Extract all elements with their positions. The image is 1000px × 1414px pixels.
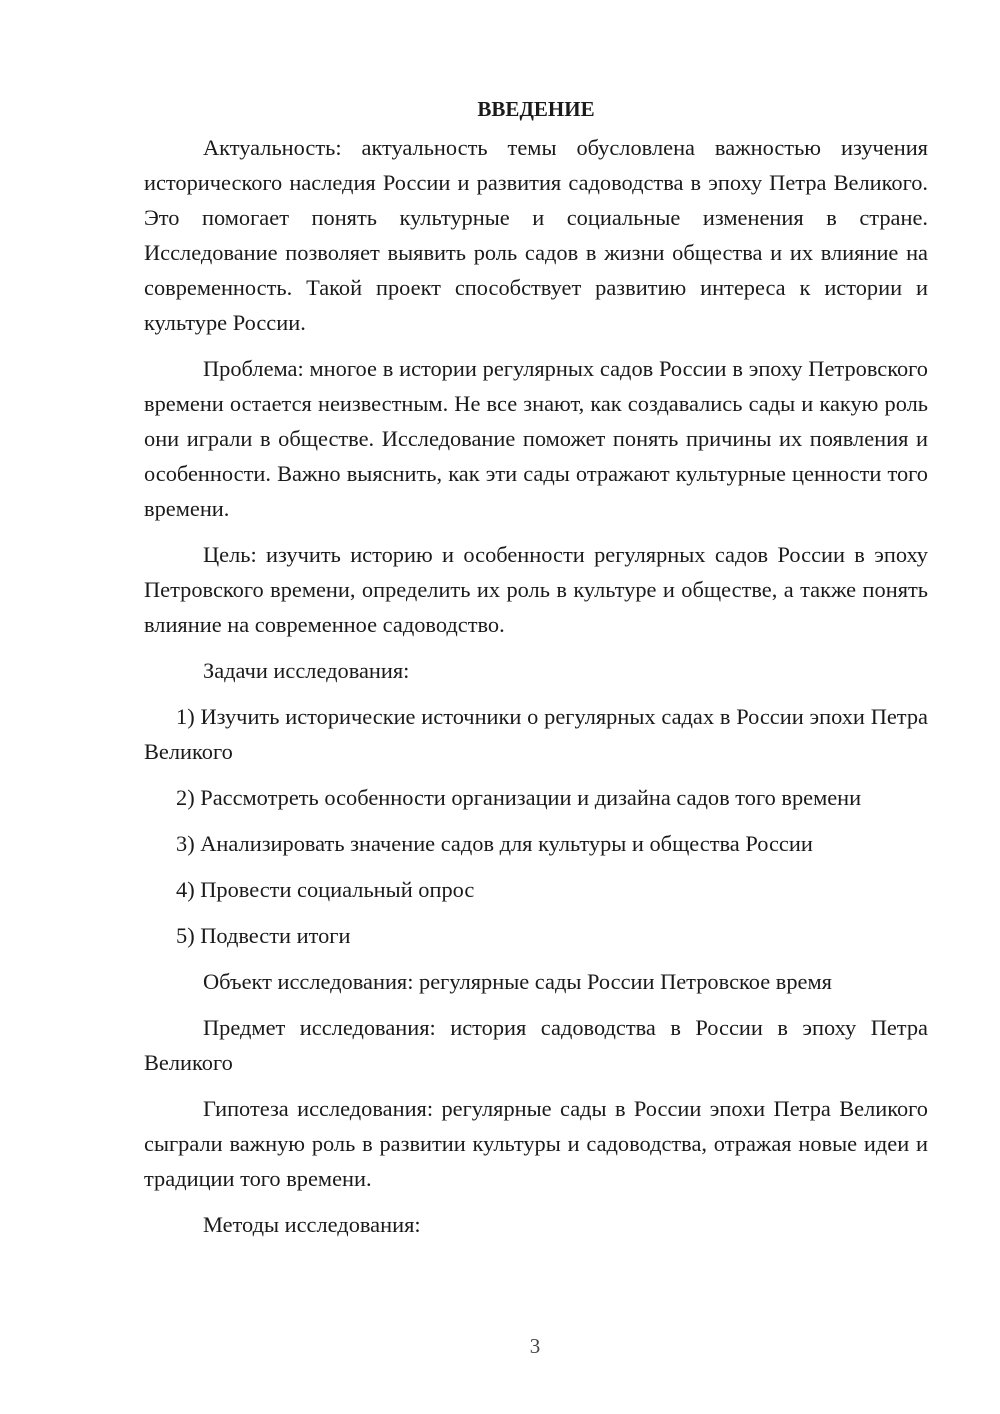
task-item-1: 1) Изучить исторические источники о регулярных садах в России эпохи Петра Великого bbox=[144, 704, 928, 764]
task-item-4: 4) Провести социальный опрос bbox=[176, 877, 475, 902]
page-number: 3 bbox=[529, 1334, 541, 1358]
page-title: ВВЕДЕНИЕ bbox=[477, 97, 595, 121]
task-item-3: 3) Анализировать значение садов для культуры и общества России bbox=[176, 831, 813, 856]
problem-paragraph: Проблема: многое в истории регулярных садов России в эпоху Петровского времени остается неизвестным. Не все знают, как создавались сады и какую роль они играли в обществе. Исследование поможет понять причины их появления и особенности. Важно выяснить, как эти сады отражают культурные ценности того времени. bbox=[144, 356, 928, 521]
tasks-heading: Задачи исследования: bbox=[203, 658, 410, 683]
object-paragraph: Объект исследования: регулярные сады России Петровское время bbox=[203, 969, 832, 994]
subject-paragraph: Предмет исследования: история садоводства в России в эпоху Петра Великого bbox=[144, 1015, 928, 1075]
hypothesis-paragraph: Гипотеза исследования: регулярные сады в России эпохи Петра Великого сыграли важную роль в развитии культуры и садоводства, отражая новые идеи и традиции того времени. bbox=[144, 1096, 928, 1191]
relevance-paragraph: Актуальность: актуальность темы обусловлена важностью изучения исторического наследия России и развития садоводства в эпоху Петра Великого. Это помогает понять культурные и социальные изменения в стране. Исследование позволяет выявить роль садов в жизни общества и их влияние на современность. Такой проект способствует развитию интереса к истории и культуре России. bbox=[144, 135, 928, 335]
methods-heading: Методы исследования: bbox=[203, 1212, 421, 1237]
document-page bbox=[144, 92, 928, 1253]
task-item-2: 2) Рассмотреть особенности организации и дизайна садов того времени bbox=[176, 785, 862, 810]
task-item-5: 5) Подвести итоги bbox=[176, 923, 351, 948]
goal-paragraph: Цель: изучить историю и особенности регулярных садов России в эпоху Петровского времени, определить их роль в культуре и обществе, а также понять влияние на современное садоводство. bbox=[144, 542, 928, 637]
